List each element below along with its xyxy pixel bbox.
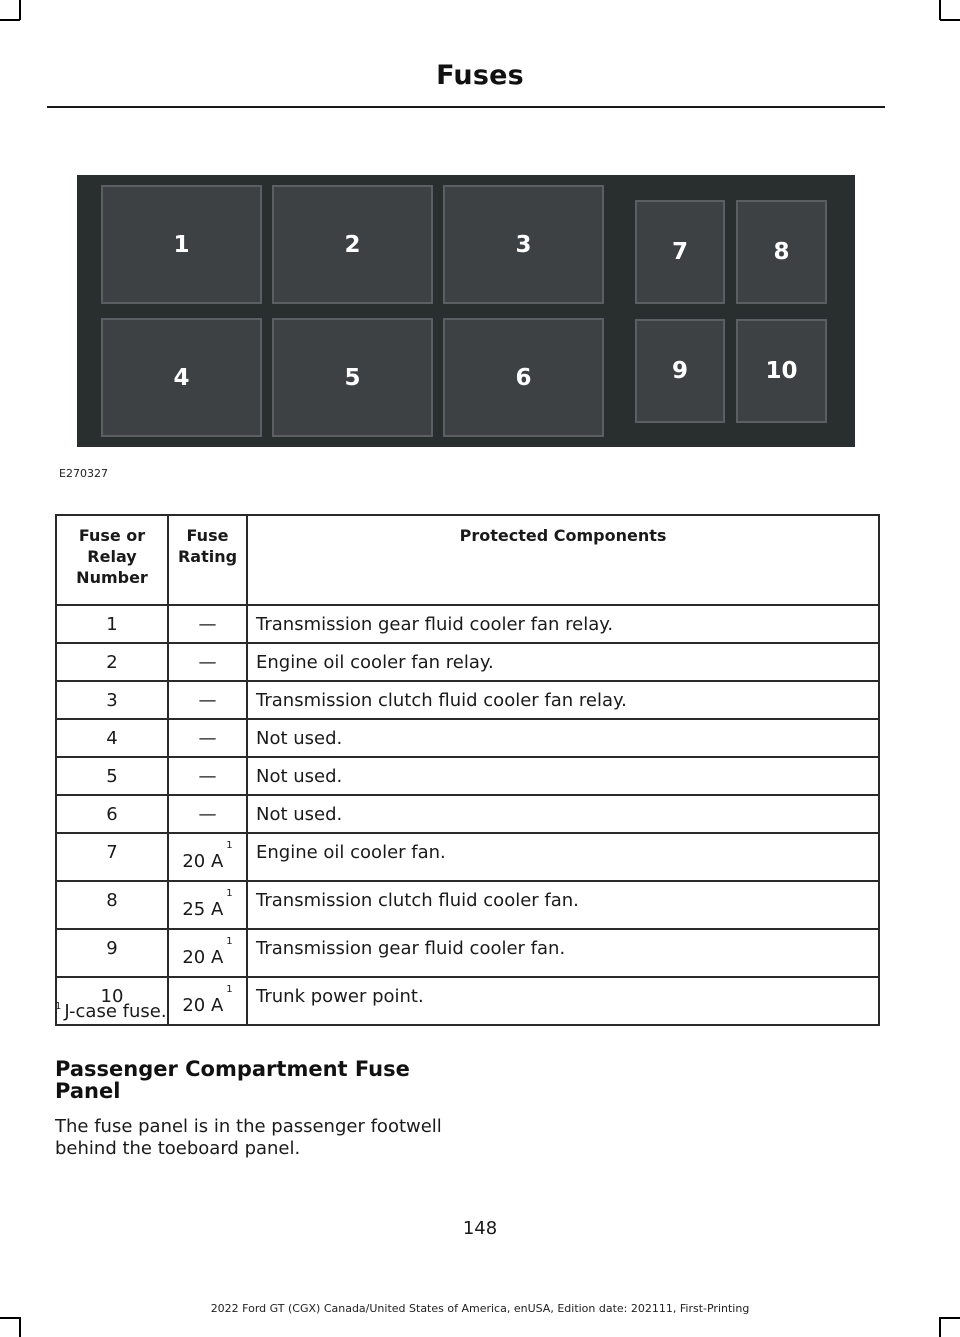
crop-mark (0, 19, 20, 21)
table-header-row (56, 515, 879, 605)
fuse-box-6: 6 (443, 318, 604, 437)
fuse-box-3: 3 (443, 185, 604, 304)
crop-mark (939, 0, 941, 20)
protected-component: Not used. (247, 719, 879, 757)
fuse-rating (168, 977, 247, 1025)
fuse-box-8: 8 (736, 200, 827, 304)
table-row (56, 643, 879, 681)
protected-component: Trunk power point. (247, 977, 879, 1025)
fuse-box-1: 1 (101, 185, 262, 304)
table-row (56, 757, 879, 795)
protected-component: Engine oil cooler fan relay. (247, 643, 879, 681)
protected-component: Transmission gear fluid cooler fan relay. (247, 605, 879, 643)
footnote-marker: 1 (55, 1001, 62, 1012)
fuse-number: 3 (56, 681, 168, 719)
fuse-rating: — (168, 757, 247, 795)
fuse-number: 5 (56, 757, 168, 795)
table-row (56, 605, 879, 643)
page-number: 148 (462, 1218, 498, 1239)
header-fuse-rating: Fuse Rating (168, 515, 247, 605)
fuse-rating: — (168, 605, 247, 643)
fuse-table (55, 514, 880, 1026)
protected-component: Not used. (247, 757, 879, 795)
fuse-rating (168, 833, 247, 881)
table-row (56, 977, 879, 1025)
fuse-number: 2 (56, 643, 168, 681)
footnote-marker: 1 (226, 936, 233, 947)
image-code: E270327 (59, 467, 108, 480)
rating-value: 25 A (182, 899, 224, 920)
crop-mark (19, 0, 21, 20)
fuse-box-9: 9 (635, 319, 725, 423)
footnote-text: J-case fuse. (64, 1001, 167, 1022)
fuse-box-7: 7 (635, 200, 725, 304)
table-row (56, 681, 879, 719)
footnote-marker: 1 (226, 888, 233, 899)
header-rule (47, 106, 885, 108)
fuse-number: 4 (56, 719, 168, 757)
fuse-rating (168, 929, 247, 977)
section-heading: Passenger Compartment Fuse Panel (55, 1057, 410, 1103)
protected-component: Transmission clutch fluid cooler fan relay. (247, 681, 879, 719)
header-protected-components: Protected Components (247, 515, 879, 605)
table-row (56, 833, 879, 881)
fuse-number: 9 (56, 929, 168, 977)
crop-mark (19, 1317, 21, 1337)
protected-component: Transmission gear fluid cooler fan. (247, 929, 879, 977)
protected-component: Transmission clutch fluid cooler fan. (247, 881, 879, 929)
fuse-number: 1 (56, 605, 168, 643)
table-row (56, 929, 879, 977)
page-footer: 2022 Ford GT (CGX) Canada/United States of America, enUSA, Edition date: 202111, First-Printing (210, 1302, 750, 1315)
table-footnote (55, 1001, 167, 1022)
fuse-box-4: 4 (101, 318, 262, 437)
fuse-rating: — (168, 643, 247, 681)
fuse-number: 6 (56, 795, 168, 833)
protected-component: Engine oil cooler fan. (247, 833, 879, 881)
crop-mark (940, 1317, 960, 1319)
header-fuse-number: Fuse or Relay Number (56, 515, 168, 605)
table-row (56, 795, 879, 833)
fuse-number: 7 (56, 833, 168, 881)
footnote-marker: 1 (226, 984, 233, 995)
fuse-box-5: 5 (272, 318, 433, 437)
fuse-number: 10 (56, 977, 168, 1025)
fuse-box-10: 10 (736, 319, 827, 423)
fuse-rating: — (168, 795, 247, 833)
rating-value: 20 A (182, 947, 224, 968)
crop-mark (939, 1317, 941, 1337)
protected-component: Not used. (247, 795, 879, 833)
fuse-rating (168, 881, 247, 929)
crop-mark (0, 1317, 20, 1319)
footnote-marker: 1 (226, 840, 233, 851)
rating-value: 20 A (182, 995, 224, 1016)
fuse-rating: — (168, 681, 247, 719)
fuse-box-diagram (77, 175, 855, 447)
page-title: Fuses (436, 60, 524, 91)
fuse-number: 8 (56, 881, 168, 929)
fuse-box-2: 2 (272, 185, 433, 304)
rating-value: 20 A (182, 851, 224, 872)
section-body: The fuse panel is in the passenger footwell behind the toeboard panel. (55, 1116, 442, 1159)
table-row (56, 881, 879, 929)
crop-mark (940, 19, 960, 21)
table-row (56, 719, 879, 757)
fuse-rating: — (168, 719, 247, 757)
